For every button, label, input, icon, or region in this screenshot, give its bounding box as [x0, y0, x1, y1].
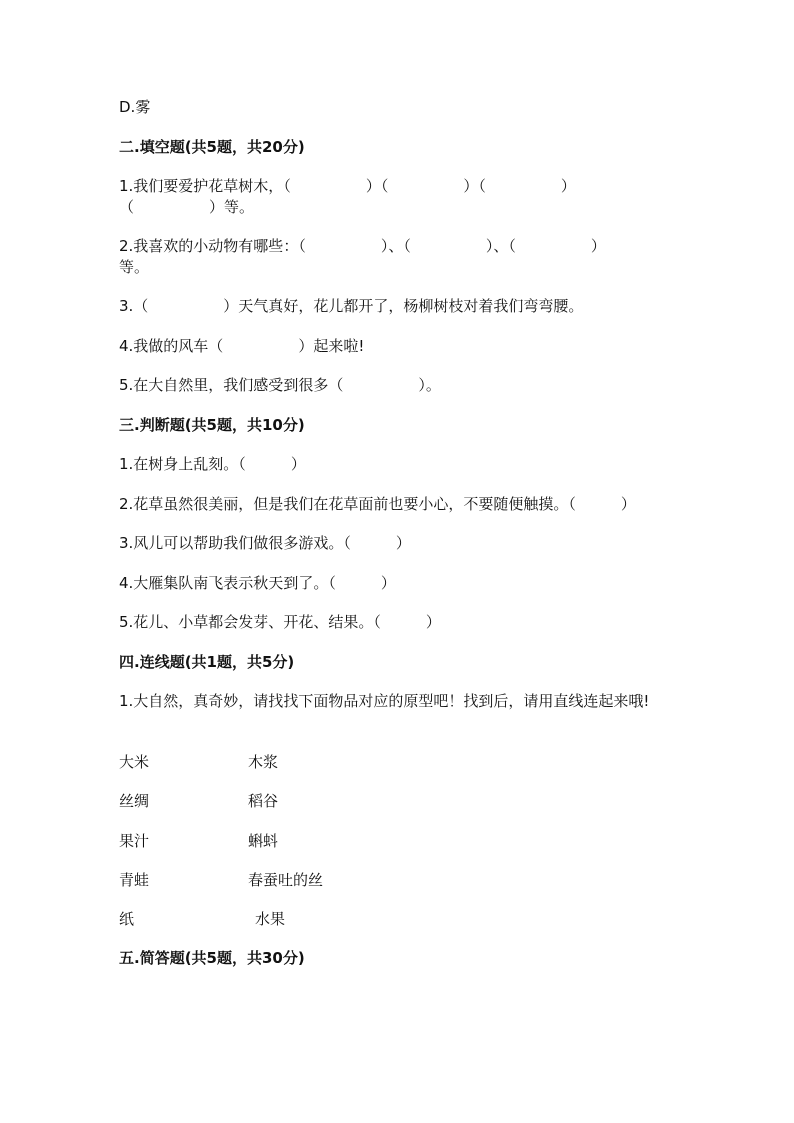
match-left-item: 果汁 — [119, 832, 150, 850]
judge-q5: 5.花儿、小草都会发芽、开花、结果。（ ） — [119, 613, 441, 631]
fill-q5: 5.在大自然里，我们感受到很多（ ）。 — [119, 376, 441, 394]
match-left-item: 青蛙 — [119, 871, 150, 889]
match-right-item: 木浆 — [248, 753, 279, 771]
match-right-item: 春蚕吐的丝 — [248, 871, 324, 889]
fill-q2-line2: 等。 — [119, 258, 150, 276]
match-section-heading: 四.连线题(共1题，共5分) — [119, 653, 295, 671]
match-right-item: 水果 — [255, 910, 286, 928]
match-left-item: 丝绸 — [119, 792, 150, 810]
short-section-heading: 五.简答题(共5题，共30分) — [119, 949, 305, 967]
judge-section-heading: 三.判断题(共5题，共10分) — [119, 416, 305, 434]
judge-q1: 1.在树身上乱刻。（ ） — [119, 455, 306, 473]
fill-q1-line2: （ ）等。 — [119, 198, 255, 216]
fill-q1-line1: 1.我们要爱护花草树木，（ ）（ ）（ ） — [119, 177, 576, 195]
match-left-item: 大米 — [119, 753, 150, 771]
fill-q4: 4.我做的风车（ ）起来啦! — [119, 337, 365, 355]
judge-q3: 3.风儿可以帮助我们做很多游戏。（ ） — [119, 534, 411, 552]
fill-q3: 3.（ ）天气真好，花儿都开了，杨柳树枝对着我们弯弯腰。 — [119, 297, 584, 315]
previous-option-d: D.雾 — [119, 98, 151, 116]
judge-q2: 2.花草虽然很美丽，但是我们在花草面前也要小心，不要随便触摸。（ ） — [119, 495, 636, 513]
match-q1: 1.大自然，真奇妙，请找找下面物品对应的原型吧！找到后，请用直线连起来哦! — [119, 692, 650, 710]
match-right-item: 稻谷 — [248, 792, 279, 810]
judge-q4: 4.大雁集队南飞表示秋天到了。（ ） — [119, 574, 396, 592]
fill-q2-line1: 2.我喜欢的小动物有哪些：（ ）、（ ）、（ ） — [119, 237, 606, 255]
match-right-item: 蝌蚪 — [248, 832, 279, 850]
fill-section-heading: 二.填空题(共5题，共20分) — [119, 138, 305, 156]
match-left-item: 纸 — [119, 910, 135, 928]
